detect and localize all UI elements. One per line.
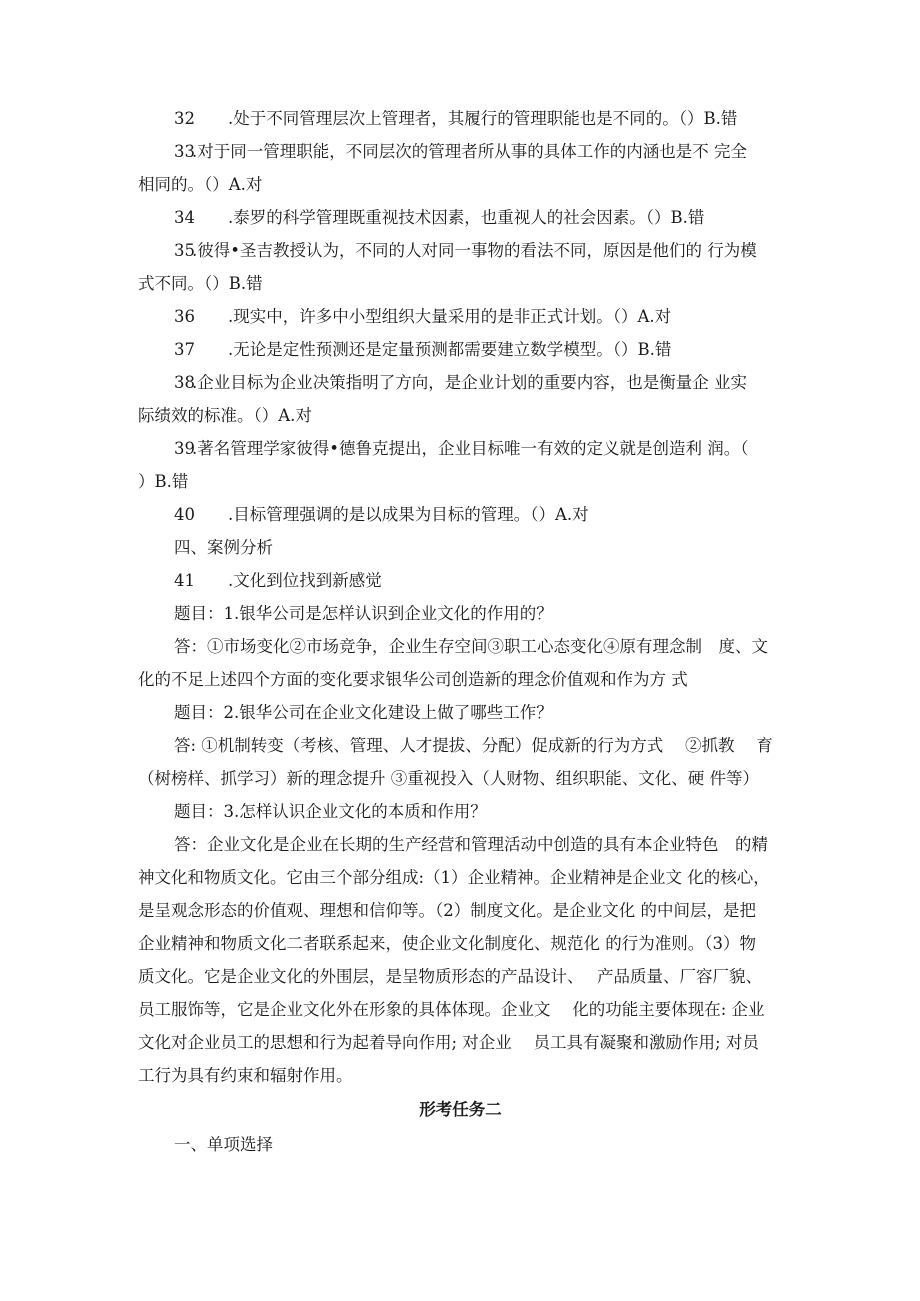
item-number: 40 xyxy=(174,505,195,524)
item-number: 38 xyxy=(174,373,195,392)
item-text: .文化到位找到新感觉 xyxy=(228,571,382,590)
item-number: 35 xyxy=(174,241,195,260)
question-3: 题目：3.怎样认识企业文化的本质和作用？ xyxy=(174,802,487,821)
item-text: .处于不同管理层次上管理者，其履行的管理职能也是不同的。（）B.错 xyxy=(228,109,738,128)
question-2: 题目：2.银华公司在企业文化建设上做了哪些工作？ xyxy=(174,703,553,722)
item-text: .现实中，许多中小型组织大量采用的是非正式计划。（）A.对 xyxy=(228,307,672,326)
answer-2-line-1: 答: ①机制转变（考核、管理、人才提拔、分配）促成新的行为方式 ②抓教 育 xyxy=(174,736,773,755)
item-39-continuation: ）B.错 xyxy=(138,472,189,491)
item-36 xyxy=(138,300,783,333)
document-body xyxy=(138,102,783,1161)
item-number: 33 xyxy=(174,142,195,161)
item-text: .泰罗的科学管理既重视技术因素，也重视人的社会因素。（）B.错 xyxy=(228,208,705,227)
item-text: .彼得•圣吉教授认为，不同的人对同一事物的看法不同，原因是他们的 行为模 xyxy=(192,241,757,260)
item-number: 39 xyxy=(174,439,195,458)
answer-3-line-4: 企业精神和物质文化二者联系起来，使企业文化制度化、规范化 的行为准则。（3）物 xyxy=(138,934,756,953)
item-text: .著名管理学家彼得•德鲁克提出，企业目标唯一有效的定义就是创造利 润。（ xyxy=(192,439,749,458)
item-39 xyxy=(138,432,783,465)
item-number: 34 xyxy=(174,208,195,227)
item-32 xyxy=(138,102,783,135)
answer-3-line-6: 员工服饰等，它是企业文化外在形象的具体体现。企业文 化的功能主要体现在: 企业 xyxy=(138,1000,765,1019)
answer-3-line-7: 文化对企业员工的思想和行为起着导向作用; 对企业 员工具有凝聚和激励作用; 对员 xyxy=(138,1033,759,1052)
answer-3-line-5: 质文化。它是企业文化的外围层，是呈物质形态的产品设计、 产品质量、厂容厂貌、 xyxy=(138,967,762,986)
item-35 xyxy=(138,234,783,267)
case-title xyxy=(138,564,783,597)
answer-2-line-2: （树榜样、抓学习）新的理念提升 ③重视投入（人财物、组织职能、文化、硬 件等） xyxy=(138,769,759,788)
answer-1-line-2: 化的不足上述四个方面的变化要求银华公司创造新的理念价值观和作为方 式 xyxy=(138,670,688,689)
question-1: 题目：1.银华公司是怎样认识到企业文化的作用的？ xyxy=(174,604,553,623)
item-text: .对于同一管理职能，不同层次的管理者所从事的具体工作的内涵也是不 完全 xyxy=(192,142,747,161)
item-number: 36 xyxy=(174,307,195,326)
item-37 xyxy=(138,333,783,366)
item-text: .无论是定性预测还是定量预测都需要建立数学模型。（）B.错 xyxy=(228,340,672,359)
answer-3-line-3: 是呈观念形态的价值观、理想和信仰等。（2）制度文化。是企业文化 的中间层，是把 xyxy=(138,901,756,920)
section-heading-single-choice: 一、单项选择 xyxy=(174,1135,273,1154)
item-35-continuation: 式不同。（）B.错 xyxy=(138,274,263,293)
answer-1-line-1: 答：①市场变化②市场竞争，企业生存空间③职工心态变化④原有理念制 度、文 xyxy=(174,637,768,656)
item-text: .企业目标为企业决策指明了方向，是企业计划的重要内容，也是衡量企 业实 xyxy=(192,373,747,392)
item-33 xyxy=(138,135,783,168)
item-number: 32 xyxy=(174,109,195,128)
item-number: 41 xyxy=(174,571,195,590)
item-34 xyxy=(138,201,783,234)
item-38 xyxy=(138,366,783,399)
item-38-continuation: 际绩效的标准。（）A.对 xyxy=(138,406,312,425)
item-40 xyxy=(138,498,783,531)
answer-3-line-1: 答：企业文化是企业在长期的生产经营和管理活动中创造的具有本企业特色 的精 xyxy=(174,835,768,854)
answer-3-line-2: 神文化和物质文化。它由三个部分组成:（1）企业精神。企业精神是企业文 化的核心， xyxy=(138,868,770,887)
section-heading-case-analysis: 四、案例分析 xyxy=(174,538,273,557)
section-title: 形考任务二 xyxy=(419,1100,502,1119)
item-text: .目标管理强调的是以成果为目标的管理。（）A.对 xyxy=(228,505,589,524)
answer-3-line-8: 工行为具有约束和辐射作用。 xyxy=(138,1066,353,1085)
item-33-continuation: 相同的。（）A.对 xyxy=(138,175,263,194)
item-number: 37 xyxy=(174,340,195,359)
